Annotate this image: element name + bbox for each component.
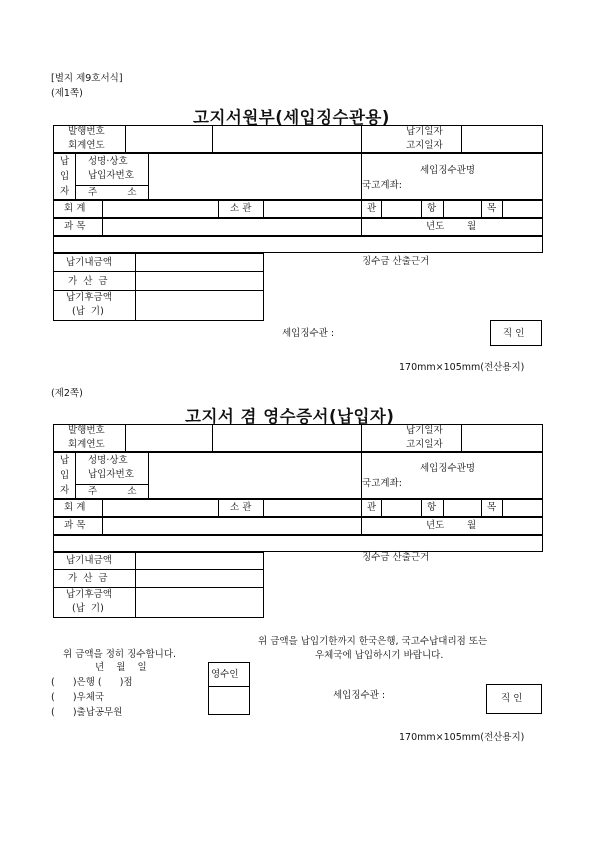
- account-label-1: 회 계: [64, 203, 86, 214]
- notice-date-label-2: 고지일자: [406, 439, 443, 450]
- received-statement: 위 금액을 정히 징수합니다.: [63, 649, 177, 660]
- office-label-2: 소 관: [230, 502, 252, 513]
- payment-notice-line-1: 위 금액을 납입기한까지 한국은행, 국고수납대리점 또는: [258, 636, 488, 647]
- address-label-1: 주 소: [88, 187, 137, 198]
- surcharge-label-2: 가 산 금: [68, 573, 108, 584]
- payer-char-1c: 자: [60, 186, 70, 197]
- subject-label-2: 과 목: [64, 520, 86, 531]
- payer-char-2b: 입: [60, 470, 70, 481]
- payer-char-2c: 자: [60, 485, 70, 496]
- collection-officer-sign-2: 세입징수관 :: [333, 690, 386, 701]
- amount-after-due-sub-1: (납 기): [72, 306, 104, 317]
- fiscal-year-label-1: 회계연도: [68, 140, 105, 151]
- collection-officer-sign-1: 세입징수관 :: [282, 328, 335, 339]
- paper-size-note-1: 170mm×105mm(전산용지): [399, 362, 525, 373]
- sheet-label-1: (제1쪽): [51, 88, 83, 99]
- kwan-label-1: 관: [367, 203, 377, 214]
- account-label-2: 회 계: [64, 502, 86, 513]
- fiscal-year-label-2: 회계연도: [68, 439, 105, 450]
- hang-label-2: 항: [427, 502, 437, 513]
- payer-char-1b: 입: [60, 171, 70, 182]
- mok-label-1: 목: [487, 203, 497, 214]
- payer-char-2a: 납: [60, 455, 70, 466]
- month-label-1: 월: [467, 221, 477, 232]
- collection-officer-name-label-1: 세입징수관명: [420, 165, 476, 176]
- office-label-1: 소 관: [230, 203, 252, 214]
- kwan-label-2: 관: [367, 502, 377, 513]
- bank-branch-line: ( )은행 ( )점: [51, 677, 133, 688]
- subject-label-1: 과 목: [64, 221, 86, 232]
- name-label-1: 성명·상호: [88, 156, 128, 167]
- amount-after-due-sub-2: (납 기): [72, 603, 104, 614]
- hang-label-1: 항: [427, 203, 437, 214]
- collection-officer-name-label-2: 세입징수관명: [420, 463, 476, 474]
- page-title-2: 고지서 겸 영수증서(납입자): [185, 407, 395, 426]
- collection-basis-label-2: 징수금 산출근거: [362, 552, 430, 563]
- form-number: [별지 제9호서식]: [51, 73, 123, 84]
- address-label-2: 주 소: [88, 486, 137, 497]
- paper-size-note-2: 170mm×105mm(전산용지): [399, 732, 525, 743]
- name-label-2: 성명·상호: [88, 455, 128, 466]
- issue-number-label-2: 발행번호: [68, 425, 105, 436]
- payer-number-label-2: 납입자번호: [88, 469, 134, 480]
- payer-number-label-1: 납입자번호: [88, 170, 134, 181]
- collection-basis-label-1: 징수금 산출근거: [362, 256, 430, 267]
- treasury-account-label-1: 국고계좌:: [362, 180, 402, 191]
- notice-date-label-1: 고지일자: [406, 140, 443, 151]
- payment-notice-line-2: 우체국에 납입하시기 바랍니다.: [315, 650, 444, 661]
- amount-within-due-label-1: 납기내금액: [66, 257, 112, 268]
- amount-within-due-label-2: 납기내금액: [66, 555, 112, 566]
- year-label-2: 년도: [426, 520, 445, 531]
- surcharge-label-1: 가 산 금: [68, 276, 108, 287]
- treasury-account-label-2: 국고계좌:: [362, 478, 402, 489]
- amount-after-due-label-2: 납기후금액: [66, 589, 112, 600]
- receiver-label: 영수인: [211, 669, 239, 680]
- issue-number-label-1: 발행번호: [68, 126, 105, 137]
- month-label-2: 월: [467, 520, 477, 531]
- due-date-label-2: 납기일자: [406, 425, 443, 436]
- page-title-1: 고지서원부(세입징수관용): [193, 108, 390, 127]
- receipt-date-line: 년 월 일: [95, 662, 147, 673]
- official-seal-label-1: 직 인: [503, 328, 525, 339]
- sheet-label-2: (제2쪽): [51, 388, 83, 399]
- due-date-label-1: 납기일자: [406, 126, 443, 137]
- cashier-line: ( )출납공무원: [51, 707, 123, 718]
- payer-char-1a: 납: [60, 156, 70, 167]
- year-label-1: 년도: [426, 221, 445, 232]
- mok-label-2: 목: [487, 502, 497, 513]
- post-office-line: ( )우체국: [51, 692, 105, 703]
- amount-after-due-label-1: 납기후금액: [66, 292, 112, 303]
- official-seal-label-2: 직 인: [501, 693, 523, 704]
